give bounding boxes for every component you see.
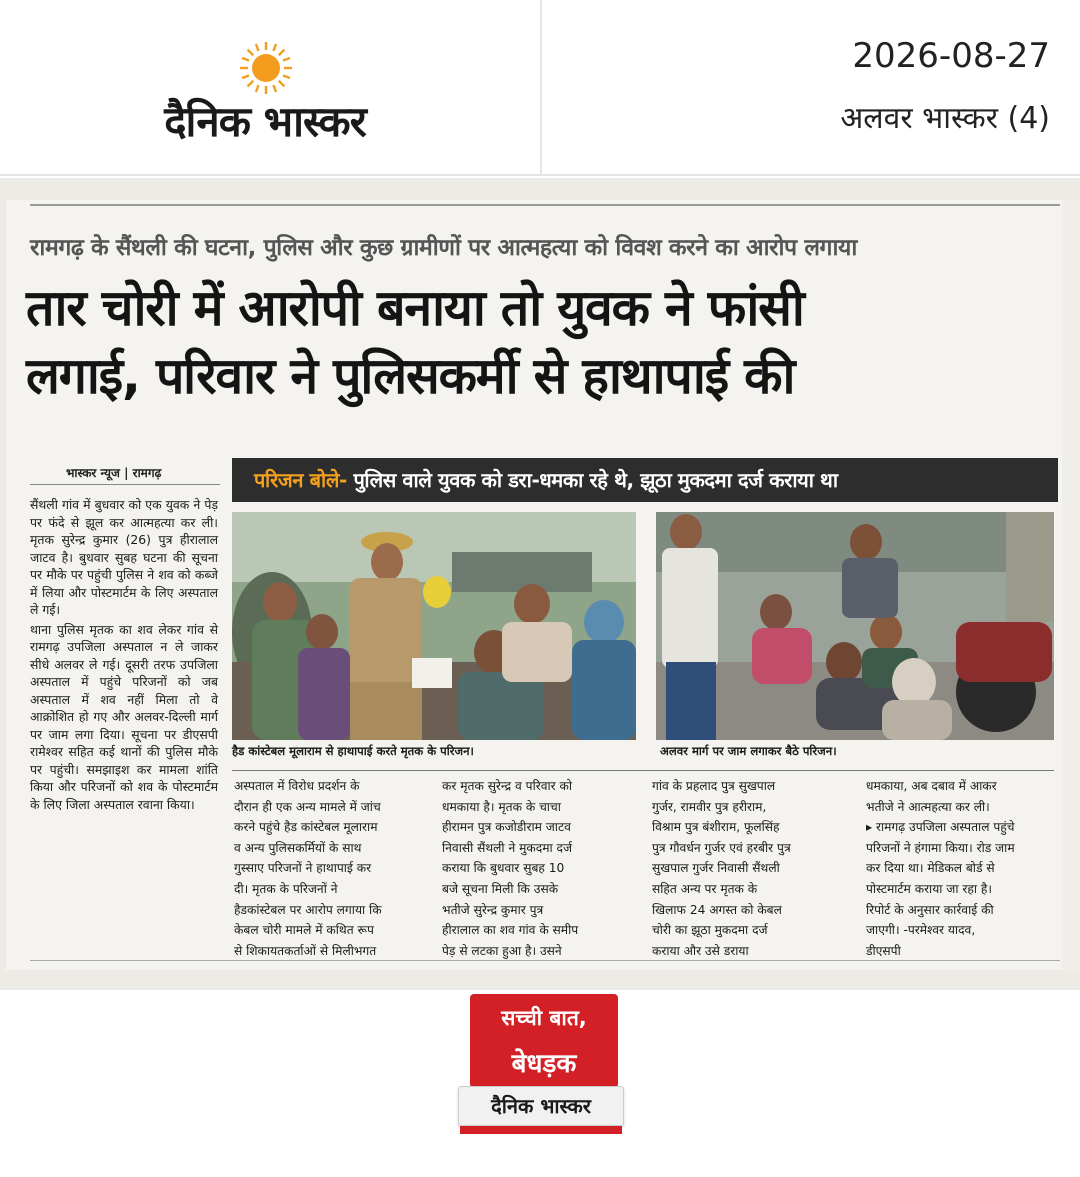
edition-date: 2026-08-27: [852, 36, 1050, 76]
newspaper-clipping: [0, 178, 1080, 990]
slogan-line-1: सच्ची बात,: [501, 1006, 587, 1030]
column-line: पुत्र गौवर्धन गुर्जर एवं हरबीर पुत्र: [652, 840, 791, 855]
column-line: भतीजे ने आत्महत्या कर ली।: [866, 799, 990, 814]
column-line: भतीजे सुरेन्द्र कुमार पुत्र: [442, 902, 544, 917]
column-line: डीएसपी: [866, 943, 901, 958]
column-line: जाएगी। -परमेश्वर यादव,: [866, 923, 976, 938]
body-column-2: [442, 776, 638, 961]
body-column-3: [652, 776, 848, 961]
left-column-text: [30, 496, 218, 815]
column-line: कर मृतक सुरेन्द्र व परिवार को: [442, 779, 573, 793]
column-line: गुर्जर, रामवीर पुत्र हरीराम,: [652, 799, 767, 814]
column-line: धमकाया है। मृतक के चाचा: [442, 799, 561, 814]
brand-strip-text: दैनिक भास्कर: [491, 1094, 591, 1118]
column-line: हीरालाल का शव गांव के समीप: [442, 923, 579, 938]
photo-constable-scuffle-image: [232, 512, 636, 740]
edition-name: अलवर भास्कर (4): [840, 101, 1050, 136]
subhead-tag: परिजन बोले-: [254, 468, 347, 492]
column-line: सहित अन्य पर मृतक के: [652, 881, 758, 896]
headline-line-2: लगाई, परिवार ने पुलिसकर्मी से हाथापाई की: [26, 347, 795, 405]
brand-strip-underline: [460, 1126, 622, 1134]
slogan-line-2: बेधड़क: [511, 1049, 577, 1079]
column-line: सुखपाल गुर्जर निवासी सैंथली: [652, 861, 780, 876]
column-line: बजे सूचना मिली कि उसके: [442, 881, 559, 896]
subhead-text: पुलिस वाले युवक को डरा-धमका रहे थे, झूठा मुकदमा दर्ज कराया था: [346, 468, 838, 492]
column-line: पेड़ से लटका हुआ है। उसने: [442, 943, 562, 958]
dainik-bhaskar-logo: [110, 36, 420, 146]
column-line: कर दिया था। मेडिकल बोर्ड से: [866, 861, 995, 876]
column-line: दी। मृतक के परिजनों ने: [234, 881, 338, 896]
logo-wordmark: दैनिक भास्कर: [164, 97, 366, 146]
column-line: परिजनों ने हंगामा किया। रोड जाम: [866, 840, 1015, 855]
photo-road-blockade: [656, 512, 1054, 740]
article-kicker: रामगढ़ के सैंथली की घटना, पुलिस और कुछ ग्रामीणों पर आत्महत्या को विवश करने का आरोप लगाया: [30, 235, 857, 261]
column-line: केबल चोरी मामले में कथित रूप: [234, 923, 374, 938]
column-line: ▸ रामगढ़ उपजिला अस्पताल पहुंचे: [866, 820, 1015, 835]
column-line: हैडकांस्टेबल पर आरोप लगाया कि: [234, 902, 382, 917]
left-paragraph-2: थाना पुलिस मृतक का शव लेकर गांव से रामगढ़ उपजिला अस्पताल न ले जाकर सीधे अलवर ले गई। दूसरी तरफ उपजिला अस्पताल में पहुंचे परिजनों को जब अस्पताल में शव नहीं मिला तो वे आक्रोशित हो गए और अलवर-दिल्ली मार्ग पर जाम लगा दिया। सूचना पर डीएसपी रामेश्वर सहित कई थानों की पुलिस मौके पर पहुंची। समझाइश कर मामला शांति किया और परिजनों को शव के पोस्टमार्टम के लिए जिला अस्पताल रवाना किया।: [30, 621, 218, 812]
column-line: चोरी का झूठा मुकदमा दर्ज: [652, 923, 768, 938]
sun-icon: [238, 40, 294, 96]
headline-line-1: तार चोरी में आरोपी बनाया तो युवक ने फांसी: [26, 279, 804, 337]
column-line: दौरान ही एक अन्य मामले में जांच: [234, 799, 381, 814]
photo-caption-2: अलवर मार्ग पर जाम लगाकर बैठे परिजन।: [660, 744, 837, 758]
photo-caption-1: हैड कांस्टेबल मूलाराम से हाथापाई करते मृतक के परिजन।: [232, 744, 474, 758]
body-column-1: [234, 776, 430, 961]
photo-road-blockade-image: [656, 512, 1054, 740]
caption-rule: [232, 770, 1054, 771]
top-rule: [30, 204, 1060, 206]
column-line: निवासी सैंथली ने मुकदमा दर्ज: [442, 840, 573, 855]
footer-brand-logo: [458, 994, 628, 1138]
column-line: से शिकायतकर्ताओं से मिलीभगत: [234, 943, 377, 958]
column-line: गांव के प्रहलाद पुत्र सुखपाल: [652, 779, 776, 793]
article-headline: [26, 274, 1056, 410]
column-line: पोस्टमार्टम कराया जा रहा है।: [866, 881, 992, 896]
bottom-rule: [30, 960, 1060, 961]
column-line: विश्राम पुत्र बंशीराम, फूलसिंह: [652, 820, 780, 835]
column-line: खिलाफ 24 अगस्त को केबल: [652, 902, 782, 917]
body-column-4: [866, 776, 1056, 961]
column-line: अस्पताल में विरोध प्रदर्शन के: [234, 779, 360, 793]
left-paragraph-1: सैंथली गांव में बुधवार को एक युवक ने पेड़ पर फंदे से झूल कर आत्महत्या कर ली। मृतक सुरेन्द्र कुमार (26) पुत्र हीरालाल जाटव है। बुधवार सुबह घटना की सूचना पर मौके पर पहुंची पुलिस ने शव को कब्जे में लिया और पोस्टमार्टम के लिए अस्पताल ले गई।: [30, 497, 218, 617]
byline-rule: [30, 484, 220, 485]
byline: भास्कर न्यूज | रामगढ़: [66, 466, 162, 480]
column-line: कराया कि बुधवार सुबह 10: [442, 861, 565, 876]
column-line: कराया और उसे डराया: [652, 943, 749, 958]
subheadline-bar: [232, 458, 1058, 502]
column-line: रिपोर्ट के अनुसार कार्रवाई की: [866, 902, 994, 917]
column-line: व अन्य पुलिसकर्मियों के साथ: [234, 840, 362, 855]
page-header: [0, 0, 1080, 176]
column-line: हीरामन पुत्र कजोडीराम जाटव: [442, 820, 571, 835]
adjacent-column-edge: [1062, 200, 1080, 970]
photo-constable-scuffle: [232, 512, 636, 740]
header-divider: [540, 0, 542, 176]
column-line: गुस्साए परिजनों ने हाथापाई कर: [234, 861, 372, 876]
column-line: करने पहुंचे हैड कांस्टेबल मूलाराम: [234, 820, 378, 835]
column-line: धमकाया, अब दबाव में आकर: [866, 779, 997, 793]
